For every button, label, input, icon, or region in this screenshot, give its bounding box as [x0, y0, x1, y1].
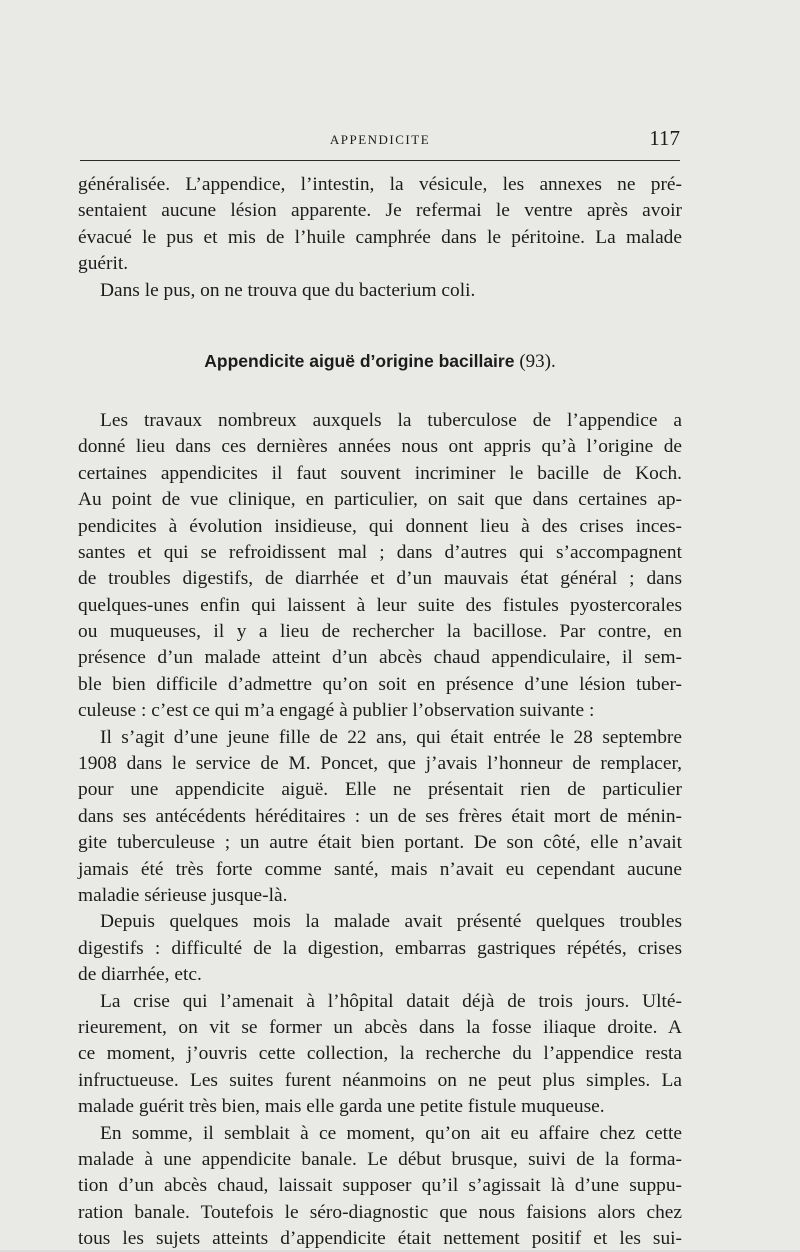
text-line: ou muqueuses, il y a lieu de rechercher la bacillose. Par contre, en: [78, 621, 682, 643]
text-line: sentaient aucune lésion apparente. Je refermai le ventre après avoir: [78, 200, 682, 222]
header-rule: [80, 160, 680, 161]
text-line: certaines appendicites il faut souvent incriminer le bacille de Koch.: [78, 462, 682, 484]
text-line: malade guérit très bien, mais elle garda une petite fistule muqueuse.: [78, 1096, 605, 1118]
text-line: Dans le pus, on ne trouva que du bacterium coli.: [100, 279, 476, 301]
body-text: [78, 172, 682, 1252]
text-line: tion d’un abcès chaud, laissait supposer qu’il s’agissait là d’une suppu-: [78, 1175, 682, 1197]
text-line: gite tuberculeuse ; un autre était bien portant. De son côté, elle n’avait: [78, 832, 682, 854]
section-heading-text: Appendicite aiguë d’origine bacillaire: [204, 350, 515, 371]
text-line: malade à une appendicite banale. Le début brusque, suivi de la forma-: [78, 1148, 682, 1170]
text-line: présence d’un malade atteint d’un abcès chaud appendiculaire, il sem-: [78, 647, 682, 669]
section-heading-ref: (93).: [519, 350, 556, 372]
text-line: digestifs : difficulté de la digestion, embarras gastriques répétés, crises: [78, 937, 682, 959]
text-line: ce moment, j’ouvris cette collection, la recherche du l’appendice resta: [78, 1043, 682, 1065]
text-line: Au point de vue clinique, en particulier, on sait que dans certaines ap-: [78, 489, 682, 511]
text-line: évacué le pus et mis de l’huile camphrée dans le péritoine. La malade: [78, 226, 682, 248]
text-line: rieurement, on vit se former un abcès dans la fosse iliaque droite. A: [78, 1016, 682, 1038]
text-line: infructueuse. Les suites furent néanmoins on ne peut plus simples. La: [78, 1069, 682, 1091]
text-line: La crise qui l’amenait à l’hôpital datait déjà de trois jours. Ulté-: [100, 990, 682, 1012]
text-line: En somme, il semblait à ce moment, qu’on ait eu affaire chez cette: [100, 1122, 682, 1144]
text-line: guérit.: [78, 253, 129, 275]
text-line: Depuis quelques mois la malade avait présenté quelques troubles: [100, 911, 682, 933]
text-line: santes et qui se refroidissent mal ; dans d’autres qui s’accompagnent: [78, 541, 682, 563]
text-line: jamais été très forte comme santé, mais n’avait eu cependant aucune: [78, 858, 682, 880]
running-head: [80, 124, 680, 154]
text-line: de troubles digestifs, de diarrhée et d’un mauvais état général ; dans: [78, 568, 682, 590]
text-line: pour une appendicite aiguë. Elle ne présentait rien de particulier: [78, 779, 682, 801]
text-line: quelques-unes enfin qui laissent à leur suite des fistules pyostercorales: [78, 594, 682, 616]
text-line: Les travaux nombreux auxquels la tuberculose de l’appendice a: [100, 409, 682, 431]
text-line: maladie sérieuse jusque-là.: [78, 884, 288, 906]
text-line: donné lieu dans ces dernières années nous ont appris qu’à l’origine de: [78, 436, 682, 458]
text-line: Il s’agit d’une jeune fille de 22 ans, qui était entrée le 28 septembre: [100, 726, 682, 748]
text-line: de diarrhée, etc.: [78, 964, 202, 986]
text-line: dans ses antécédents héréditaires : un de ses frères était mort de ménin-: [78, 805, 682, 827]
text-line: 1908 dans le service de M. Poncet, que j’avais l’honneur de remplacer,: [78, 753, 682, 775]
text-line: généralisée. L’appendice, l’intestin, la vésicule, les annexes ne pré-: [78, 174, 682, 195]
running-title: APPENDICITE: [329, 132, 431, 147]
text-line: ration banale. Toutefois le séro-diagnostic que nous faisions alors chez: [78, 1201, 682, 1223]
section-heading: [78, 348, 682, 374]
text-line: tous les sujets atteints d’appendicite était nettement positif et les sui-: [78, 1228, 682, 1250]
text-line: ble bien difficile d’admettre qu’on soit en présence d’une lésion tuber-: [78, 673, 682, 695]
page-number: 117: [649, 126, 680, 150]
text-line: pendicites à évolution insidieuse, qui donnent lieu à des crises inces-: [78, 515, 682, 537]
text-line: culeuse : c’est ce qui m’a engagé à publier l’observation suivante :: [78, 700, 595, 722]
